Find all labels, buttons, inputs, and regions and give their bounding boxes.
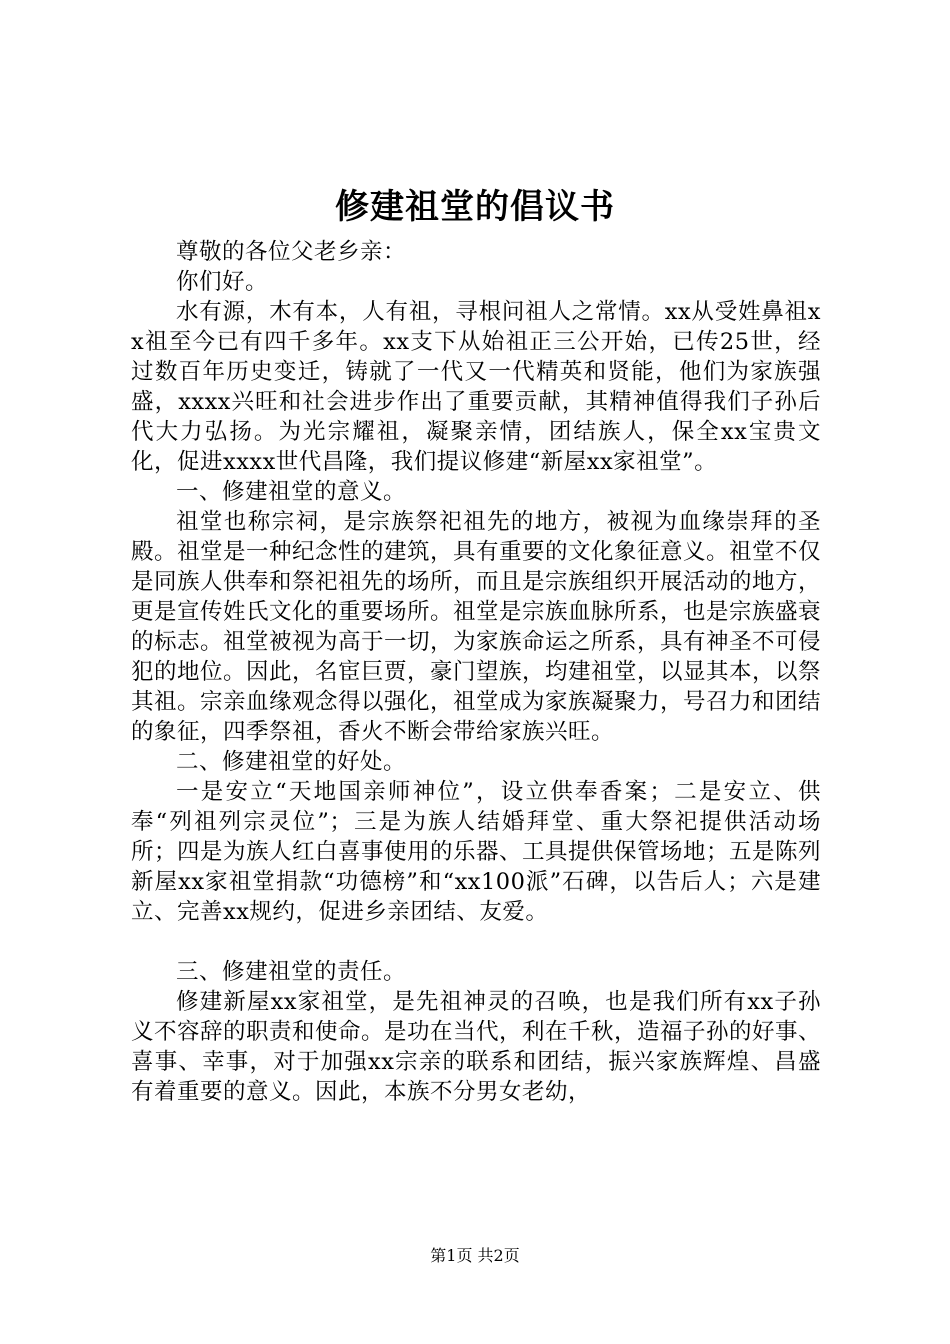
section-heading-significance: 一、修建祖堂的意义。 xyxy=(176,479,407,505)
section-heading-benefits: 二、修建祖堂的好处。 xyxy=(176,749,407,775)
salutation: 尊敬的各位父老乡亲： xyxy=(176,239,407,265)
greeting: 你们好。 xyxy=(176,269,269,295)
benefits-paragraph: 一是安立“天地国亲师神位”，设立供奉香案；二是安立、供奉“列祖列宗灵位”；三是为族人结婚拜堂、重大祭祀提供活动场所；四是为族人红白喜事使用的乐器、工具提供保管场地；五是陈列新屋xx家祖堂捐款“功德榜”和“xx100派”石碑，以告后人；六是建立、完善xx规约，促进乡亲团结、友爱。 xyxy=(131,779,822,925)
responsibility-paragraph: 修建新屋xx家祖堂，是先祖神灵的召唤，也是我们所有xx子孙义不容辞的职责和使命。是功在当代，利在千秋，造福子孙的好事、喜事、幸事，对于加强xx宗亲的联系和团结，振兴家族辉煌、昌盛有着重要的意义。因此，本族不分男女老幼， xyxy=(131,989,822,1105)
document-body xyxy=(131,237,821,1107)
significance-paragraph: 祖堂也称宗祠，是宗族祭祀祖先的地方，被视为血缘崇拜的圣殿。祖堂是一种纪念性的建筑，具有重要的文化象征意义。祖堂不仅是同族人供奉和祭祀祖先的场所，而且是宗族组织开展活动的地方，更是宣传姓氏文化的重要场所。祖堂是宗族血脉所系，也是宗族盛衰的标志。祖堂被视为高于一切，为家族命运之所系，具有神圣不可侵犯的地位。因此，名宦巨贾，豪门望族，均建祖堂，以显其本，以祭其祖。宗亲血缘观念得以强化，祖堂成为家族凝聚力，号召力和团结的象征，四季祭祖，香火不断会带给家族兴旺。 xyxy=(131,509,822,745)
intro-paragraph: 水有源，木有本，人有祖，寻根问祖人之常情。xx从受姓鼻祖xx祖至今已有四千多年。xx支下从始祖正三公开始，已传25世，经过数百年历史变迁，铸就了一代又一代精英和贤能，他们为家族强盛，xxxx兴旺和社会进步作出了重要贡献，其精神值得我们子孙后代大力弘扬。为光宗耀祖，凝聚亲情，团结族人，保全xx宝贵文化，促进xxxx世代昌隆，我们提议修建“新屋xx家祖堂”。 xyxy=(131,299,821,475)
section-heading-responsibility: 三、修建祖堂的责任。 xyxy=(176,959,407,985)
document-title: 修建祖堂的倡议书 xyxy=(335,187,615,227)
page-footer: 第1页 共2页 xyxy=(430,1246,520,1265)
